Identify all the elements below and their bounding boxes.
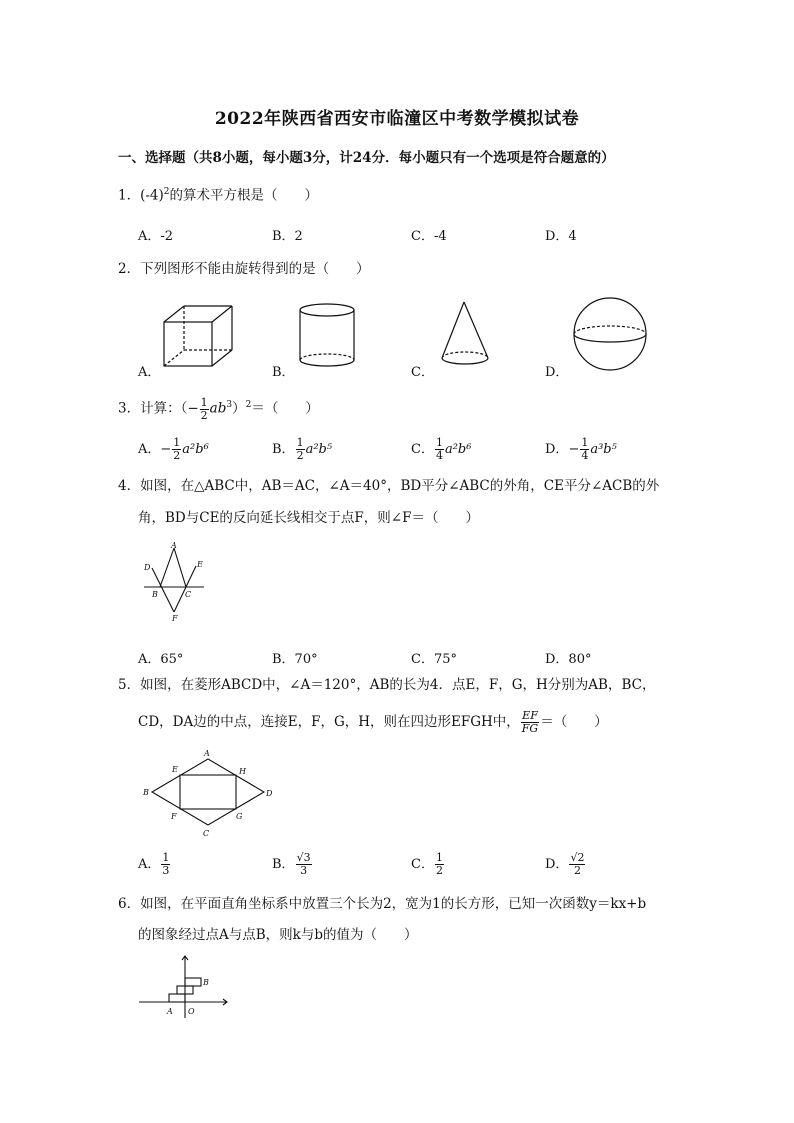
q1-text: 的算术平方根是（ ）: [169, 187, 319, 204]
q5-option-b[interactable]: B． $\frac{√3}{3}$: [272, 851, 311, 877]
question-4-line-2: 角，BD与CE的反向延长线相交于点F，则∠F＝（ ）: [138, 510, 479, 526]
svg-text:E: E: [197, 560, 203, 569]
question-5-line-2: CD，DA边的中点，连接E，F，G，H，则在四边形EFGH中， $\frac{EF}{FG}$ ＝（ ）: [138, 709, 608, 735]
svg-text:E: E: [172, 765, 178, 774]
svg-text:F: F: [172, 614, 178, 623]
q1-option-c[interactable]: C．-4: [411, 229, 447, 244]
svg-text:H: H: [239, 767, 246, 776]
q1-option-b[interactable]: B．2: [272, 229, 303, 244]
svg-text:D: D: [144, 563, 151, 572]
q4-option-b[interactable]: B．70°: [272, 652, 318, 667]
page-title: 2022年陕西省西安市临潼区中考数学模拟试卷: [214, 109, 580, 129]
svg-text:D: D: [266, 789, 273, 798]
q3-option-c[interactable]: C． $\frac{1}{4}$ a²b⁶: [411, 436, 472, 462]
q6-coordinate-figure: [135, 952, 235, 1022]
q4-option-d[interactable]: D．80°: [545, 652, 592, 667]
q3-outer-exponent: 2: [245, 400, 252, 410]
cone-figure: [436, 298, 496, 370]
q5-option-c[interactable]: C． $\frac{1}{2}$: [411, 851, 443, 877]
q1-exponent: 2: [163, 187, 170, 197]
svg-text:A: A: [204, 749, 210, 758]
q2-option-d[interactable]: D．: [545, 365, 569, 380]
q1-base: (-4): [140, 187, 164, 204]
q3-minus: −: [187, 400, 199, 417]
q4-option-c[interactable]: C．75°: [411, 652, 457, 667]
svg-text:B: B: [203, 978, 209, 987]
q4-option-a[interactable]: A．65°: [138, 652, 184, 667]
q3-fraction: $\frac{1}{2}$: [200, 395, 208, 422]
svg-text:F: F: [171, 812, 177, 821]
q3-exponent: 3: [226, 400, 233, 410]
svg-text:B: B: [143, 788, 149, 797]
q3-option-b[interactable]: B． $\frac{1}{2}$ a²b⁵: [272, 436, 333, 462]
question-4-line-1: 4．如图，在△ABC中，AB＝AC，∠A＝40°，BD平分∠ABC的外角，CE平分∠ACB的外: [118, 478, 660, 494]
cube-figure: [160, 300, 235, 372]
q3-paren: ）: [232, 400, 246, 417]
q5-fraction: $\frac{EF}{FG}$: [521, 709, 539, 735]
q3-tail: ＝（ ）: [251, 400, 319, 417]
svg-text:O: O: [188, 1007, 195, 1016]
q4-triangle-figure: [138, 540, 213, 625]
q1-number: 1．: [118, 187, 141, 204]
svg-text:A: A: [167, 1007, 173, 1016]
section-heading: 一、选择题（共8小题，每小题3分，计24分．每小题只有一个选项是符合题意的）: [118, 150, 615, 166]
cylinder-figure: [295, 300, 360, 372]
q1-option-d[interactable]: D．4: [545, 229, 577, 244]
question-5-line-1: 5．如图，在菱形ABCD中，∠A＝120°，AB的长为4．点E，F，G，H分别为AB，BC，: [118, 677, 656, 693]
question-6-line-1: 6．如图，在平面直角坐标系中放置三个长为2，宽为1的长方形，已知一次函数y＝kx+b: [118, 896, 647, 912]
question-2: 2．下列图形不能由旋转得到的是（ ）: [118, 261, 370, 277]
svg-text:G: G: [236, 812, 243, 821]
svg-text:C: C: [185, 590, 192, 599]
q5-option-d[interactable]: D． $\frac{√2}{2}$: [545, 851, 585, 877]
q1-option-a[interactable]: A．-2: [138, 229, 174, 244]
q3-option-a[interactable]: A．− $\frac{1}{2}$ a²b⁶: [138, 436, 209, 462]
q5-option-a[interactable]: A． $\frac{1}{3}$: [138, 851, 170, 877]
question-6-line-2: 的图象经过点A与点B，则k与b的值为（ ）: [138, 927, 418, 943]
svg-text:B: B: [152, 590, 158, 599]
q5-rhombus-figure: [138, 745, 278, 837]
sphere-figure: [570, 294, 650, 374]
svg-text:C: C: [203, 829, 210, 837]
q2-option-c[interactable]: C．: [411, 365, 434, 380]
q3-term: ab: [209, 400, 227, 417]
question-3: [118, 396, 319, 422]
q2-option-b[interactable]: B．: [272, 365, 295, 380]
question-1: [118, 183, 318, 205]
svg-text:A: A: [171, 541, 177, 550]
q2-option-a[interactable]: A．: [138, 365, 161, 380]
q3-prefix: 3．计算：（: [118, 400, 188, 417]
q3-option-d[interactable]: D．− $\frac{1}{4}$ a³b⁵: [545, 436, 617, 462]
